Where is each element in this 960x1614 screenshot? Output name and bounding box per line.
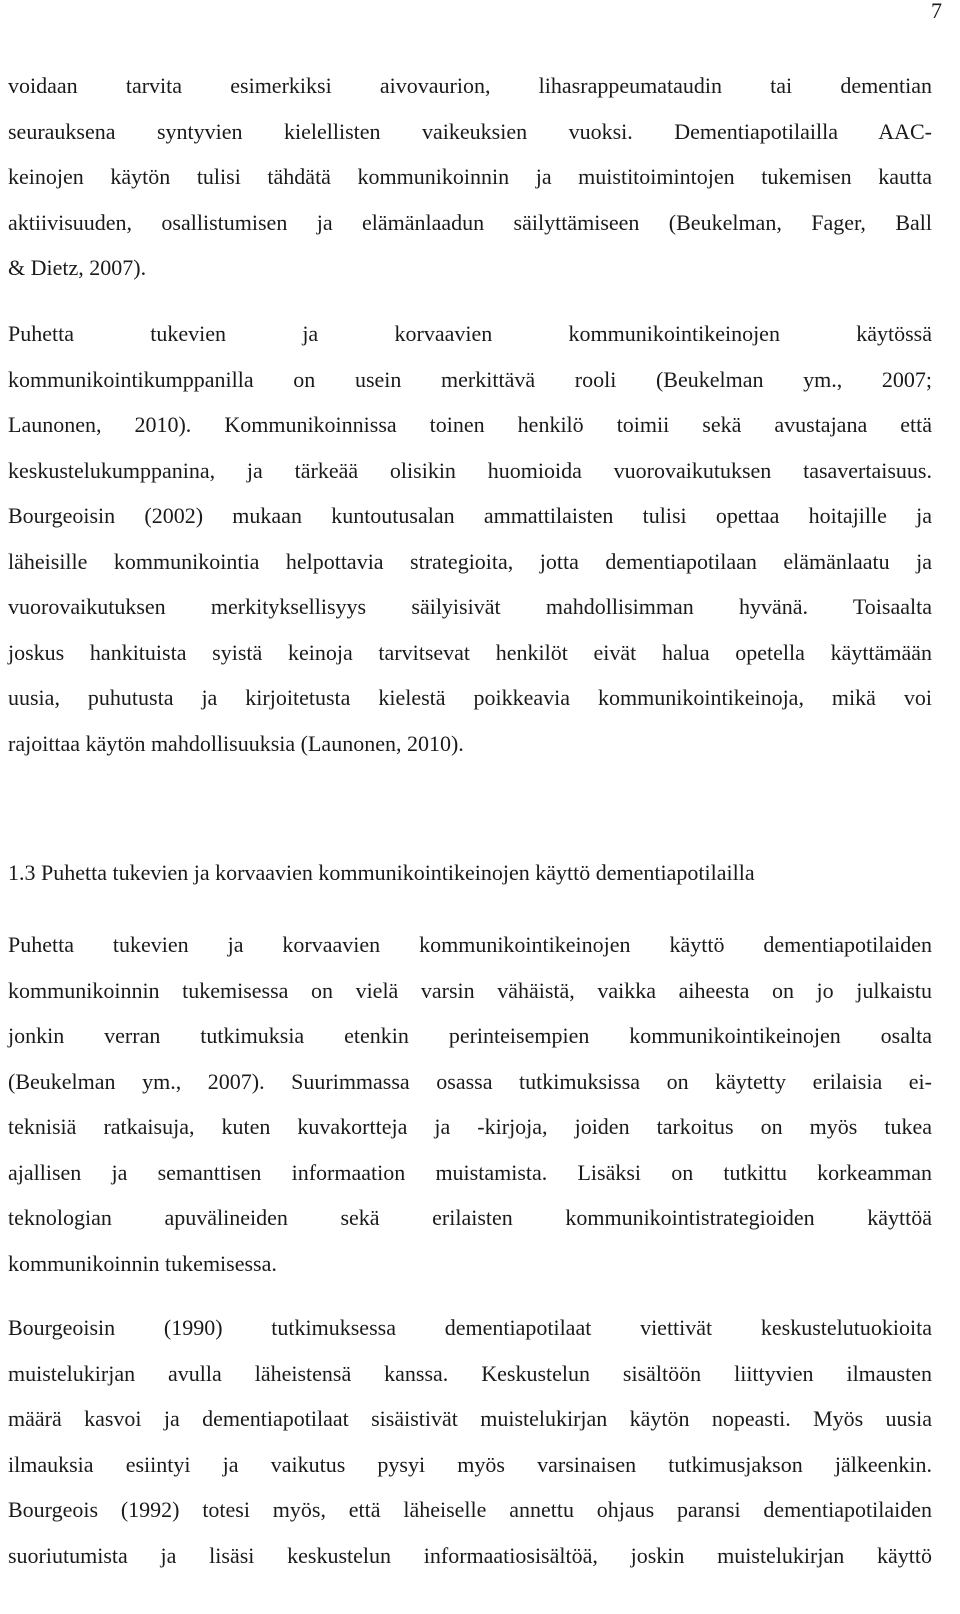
text-line: Puhetta tukevien ja korvaavien kommunikointikeinojen käytössä xyxy=(8,321,932,346)
text-line: keinojen käytön tulisi tähdätä kommunikoinnin ja muistitoimintojen tukemisen kautta xyxy=(8,164,932,189)
text-line: voidaan tarvita esimerkiksi aivovaurion, lihasrappeumataudin tai dementian xyxy=(8,73,932,98)
text-line: (Beukelman ym., 2007). Suurimmassa osassa tutkimuksissa on käytetty erilaisia ei- xyxy=(8,1068,932,1094)
text-line: keskustelukumppanina, ja tärkeää olisikin huomioida vuorovaikutuksen tasavertaisuus. xyxy=(8,457,932,483)
text-line: seurauksena syntyvien kielellisten vaikeuksien vuoksi. Dementiapotilailla AAC- xyxy=(8,118,932,144)
paragraph-3 xyxy=(8,922,932,1286)
text-line: läheisille kommunikointia helpottavia strategioita, jotta dementiapotilaan elämänlaatu ja xyxy=(8,548,932,574)
text-line: teknologian apuvälineiden sekä erilaisten kommunikointistrategioiden käyttöä xyxy=(8,1205,932,1230)
section-heading: 1.3 Puhetta tukevien ja korvaavien kommunikointikeinojen käyttö dementiapotilailla xyxy=(8,860,755,885)
text-line: Bourgeoisin (2002) mukaan kuntoutusalan ammattilaisten tulisi opettaa hoitajille ja xyxy=(8,503,932,528)
text-line: muistelukirjan avulla läheistensä kanssa. Keskustelun sisältöön liittyvien ilmausten xyxy=(8,1360,932,1386)
paragraph-2 xyxy=(8,311,932,766)
text-line: jonkin verran tutkimuksia etenkin perinteisempien kommunikointikeinojen osalta xyxy=(8,1023,932,1048)
text-line: & Dietz, 2007). xyxy=(8,255,147,280)
text-line: ilmauksia esiintyi ja vaikutus pysyi myös varsinaisen tutkimusjakson jälkeenkin. xyxy=(8,1451,932,1477)
text-line: aktiivisuuden, osallistumisen ja elämänlaadun säilyttämiseen (Beukelman, Fager, Ball xyxy=(8,209,932,235)
text-line: teknisiä ratkaisuja, kuten kuvakortteja ja -kirjoja, joiden tarkoitus on myös tukea xyxy=(8,1114,932,1139)
page-number: 7 xyxy=(931,0,942,23)
text-line: suoriutumista ja lisäsi keskustelun informaatiosisältöä, joskin muistelukirjan käyttö xyxy=(8,1542,932,1568)
text-line: uusia, puhutusta ja kirjoitetusta kielestä poikkeavia kommunikointikeinoja, mikä voi xyxy=(8,685,932,710)
paragraph-4 xyxy=(8,1305,932,1578)
text-line: ajallisen ja semanttisen informaation muistamista. Lisäksi on tutkittu korkeamman xyxy=(8,1159,932,1185)
text-line: Puhetta tukevien ja korvaavien kommunikointikeinojen käyttö dementiapotilaiden xyxy=(8,932,932,957)
text-line: kommunikoinnin tukemisessa. xyxy=(8,1250,277,1276)
text-line: vuorovaikutuksen merkityksellisyys säilyisivät mahdollisimman hyvänä. Toisaalta xyxy=(8,594,932,619)
text-line: kommunikoinnin tukemisessa on vielä varsin vähäistä, vaikka aiheesta on jo julkaistu xyxy=(8,977,932,1003)
text-line: Bourgeoisin (1990) tutkimuksessa dementiapotilaat viettivät keskustelutuokioita xyxy=(8,1315,932,1340)
text-line: Bourgeois (1992) totesi myös, että läheiselle annettu ohjaus paransi dementiapotilaiden xyxy=(8,1497,932,1522)
text-line: joskus hankituista syistä keinoja tarvitsevat henkilöt eivät halua opetella käyttämään xyxy=(8,639,932,665)
text-line: kommunikointikumppanilla on usein merkittävä rooli (Beukelman ym., 2007; xyxy=(8,366,932,392)
text-line: rajoittaa käytön mahdollisuuksia (Launonen, 2010). xyxy=(8,730,464,756)
text-line: määrä kasvoi ja dementiapotilaat sisäistivät muistelukirjan käytön nopeasti. Myös uusia xyxy=(8,1406,932,1431)
text-line: Launonen, 2010). Kommunikoinnissa toinen henkilö toimii sekä avustajana että xyxy=(8,412,932,437)
paragraph-1 xyxy=(8,63,932,291)
